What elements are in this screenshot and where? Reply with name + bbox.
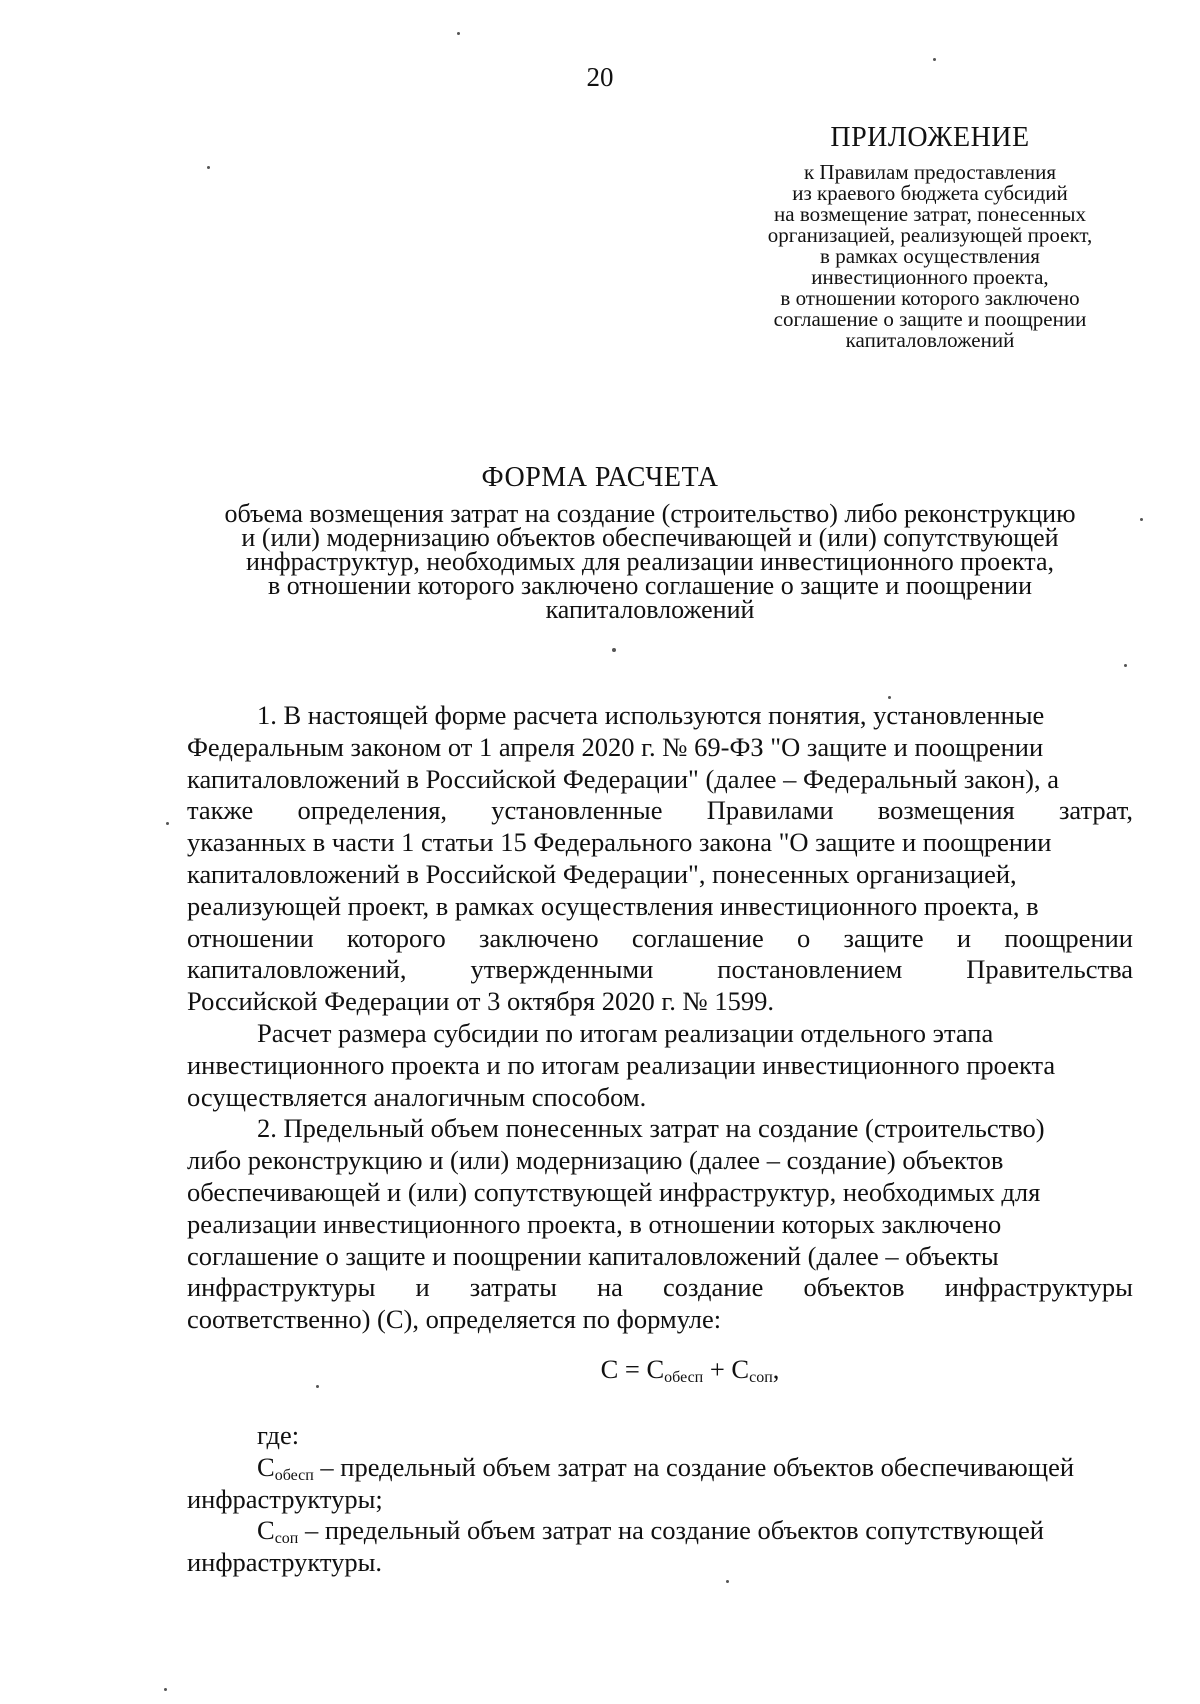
definition-continuation: инфраструктуры. <box>187 1547 383 1578</box>
text-line <box>187 795 1133 827</box>
scan-speck <box>164 1688 167 1691</box>
scan-speck <box>726 1580 729 1583</box>
word: и <box>956 922 972 953</box>
word: защите <box>843 922 924 953</box>
appendix-line: соглашение о защите и поощрении <box>773 307 1087 331</box>
appendix-line: в рамках осуществления <box>820 244 1040 268</box>
word: затрат, <box>1058 795 1133 826</box>
text-line: обеспечивающей и (или) сопутствующей инфраструктур, необходимых для <box>187 1176 1041 1207</box>
form-subtitle <box>160 499 1140 624</box>
appendix-line: в отношении которого заключено <box>780 286 1080 310</box>
word: установленные <box>491 795 663 826</box>
word: определения, <box>297 795 448 826</box>
text-line: осуществляется аналогичным способом. <box>187 1081 647 1112</box>
word: объектов <box>803 1272 905 1303</box>
text-line: указанных в части 1 статьи 15 Федерального закона "О защите и поощрении <box>187 827 1052 858</box>
scan-speck <box>457 32 460 35</box>
scan-speck <box>1140 518 1143 521</box>
appendix-header <box>730 122 1130 351</box>
formula <box>187 1346 1133 1392</box>
scan-speck <box>166 822 169 825</box>
appendix-line: из краевого бюджета субсидий <box>792 181 1068 205</box>
scan-speck <box>207 166 210 169</box>
text-line: инвестиционного проекта и по итогам реализации инвестиционного проекта <box>187 1049 1056 1080</box>
definition-symbol: С <box>257 1515 275 1546</box>
text-line <box>187 923 1133 955</box>
text-line: Федеральным законом от 1 апреля 2020 г. № 69-ФЗ "О защите и поощрении <box>187 731 1044 762</box>
word: утвержденными <box>470 954 654 985</box>
paragraph-3 <box>187 1113 1133 1336</box>
text-line: 1. В настоящей форме расчета используются понятия, установленные <box>257 700 1045 730</box>
definitions <box>187 1420 1133 1579</box>
word: поощрении <box>1004 922 1133 953</box>
paragraph-1 <box>187 700 1133 1018</box>
word: заключено <box>479 922 599 953</box>
text-line: 2. Предельный объем понесенных затрат на создание (строительство) <box>257 1113 1045 1144</box>
subtitle-line: и (или) модернизацию объектов обеспечивающей и (или) сопутствующей <box>241 523 1059 552</box>
word: постановлением <box>717 954 903 985</box>
word: возмещения <box>877 795 1015 826</box>
word: соглашение <box>631 922 764 953</box>
formula-subscript: соп <box>749 1368 773 1386</box>
form-title: ФОРМА РАСЧЕТА <box>481 462 719 493</box>
paragraph-2 <box>187 1018 1133 1113</box>
word: отношении <box>187 922 314 953</box>
definition-symbol: С <box>257 1451 275 1482</box>
scan-speck <box>933 58 936 61</box>
appendix-line: на возмещение затрат, понесенных <box>774 202 1086 226</box>
appendix-line: капиталовложений <box>845 328 1015 352</box>
text-line: либо реконструкцию и (или) модернизацию (далее – создание) объектов <box>187 1145 1004 1176</box>
definition-continuation: инфраструктуры; <box>187 1483 383 1514</box>
word: инфраструктуры <box>187 1272 376 1303</box>
definition-text: – предельный объем затрат на создание объектов сопутствующей <box>298 1515 1044 1546</box>
subtitle-line: в отношении которого заключено соглашение о защите и поощрении <box>267 571 1032 600</box>
subtitle-line: объема возмещения затрат на создание (строительство) либо реконструкцию <box>224 499 1076 528</box>
definition-subscript: обесп <box>274 1466 314 1484</box>
subtitle-line: инфраструктур, необходимых для реализации инвестиционного проекта, <box>245 547 1055 576</box>
definition-subscript: соп <box>274 1530 299 1548</box>
word: которого <box>346 922 446 953</box>
scan-speck <box>316 1385 319 1388</box>
where-label: где: <box>257 1419 300 1450</box>
word: Правительства <box>966 954 1133 985</box>
text-line: реализующей проект, в рамках осуществления инвестиционного проекта, в <box>187 890 1039 921</box>
definition-text: – предельный объем затрат на создание объектов обеспечивающей <box>313 1451 1075 1482</box>
definition-line <box>187 1515 1133 1547</box>
document-body <box>187 700 1133 1579</box>
word: и <box>415 1272 430 1303</box>
word: инфраструктуры <box>944 1272 1133 1303</box>
text-line: капиталовложений в Российской Федерации" (далее – Федеральный закон), а <box>187 763 1059 794</box>
scan-speck <box>612 648 616 652</box>
text-line <box>187 954 1133 986</box>
definition-line <box>187 1452 1133 1484</box>
word: капиталовложений, <box>187 954 407 985</box>
text-line: капиталовложений в Российской Федерации", понесенных организацией, <box>187 858 1017 889</box>
formula-lhs: С = С <box>600 1353 665 1384</box>
text-line <box>187 1272 1133 1304</box>
appendix-line: организацией, реализующей проект, <box>767 223 1093 247</box>
word: Правилами <box>706 795 834 826</box>
word: затраты <box>469 1272 557 1303</box>
subtitle-line: капиталовложений <box>545 595 755 624</box>
scan-speck <box>1124 664 1127 667</box>
word: о <box>796 922 811 953</box>
text-line: Российской Федерации от 3 октября 2020 г. № 1599. <box>187 986 775 1017</box>
text-line: реализации инвестиционного проекта, в отношении которых заключено <box>187 1208 1002 1239</box>
formula-plus: + С <box>703 1353 750 1384</box>
word: также <box>187 795 254 826</box>
text-line: Расчет размера субсидии по итогам реализации отдельного этапа <box>257 1017 994 1048</box>
scan-speck <box>888 696 891 699</box>
text-line: соответственно) (С), определяется по формуле: <box>187 1304 722 1335</box>
word: на <box>596 1272 623 1303</box>
formula-tail: , <box>772 1353 780 1384</box>
page-number: 20 <box>586 62 614 92</box>
word: создание <box>663 1272 764 1303</box>
formula-subscript: обесп <box>664 1368 704 1386</box>
text-line: соглашение о защите и поощрении капиталовложений (далее – объекты <box>187 1240 999 1271</box>
appendix-title: ПРИЛОЖЕНИЕ <box>830 122 1030 153</box>
appendix-line: инвестиционного проекта, <box>811 265 1049 289</box>
appendix-line: к Правилам предоставления <box>803 160 1057 184</box>
